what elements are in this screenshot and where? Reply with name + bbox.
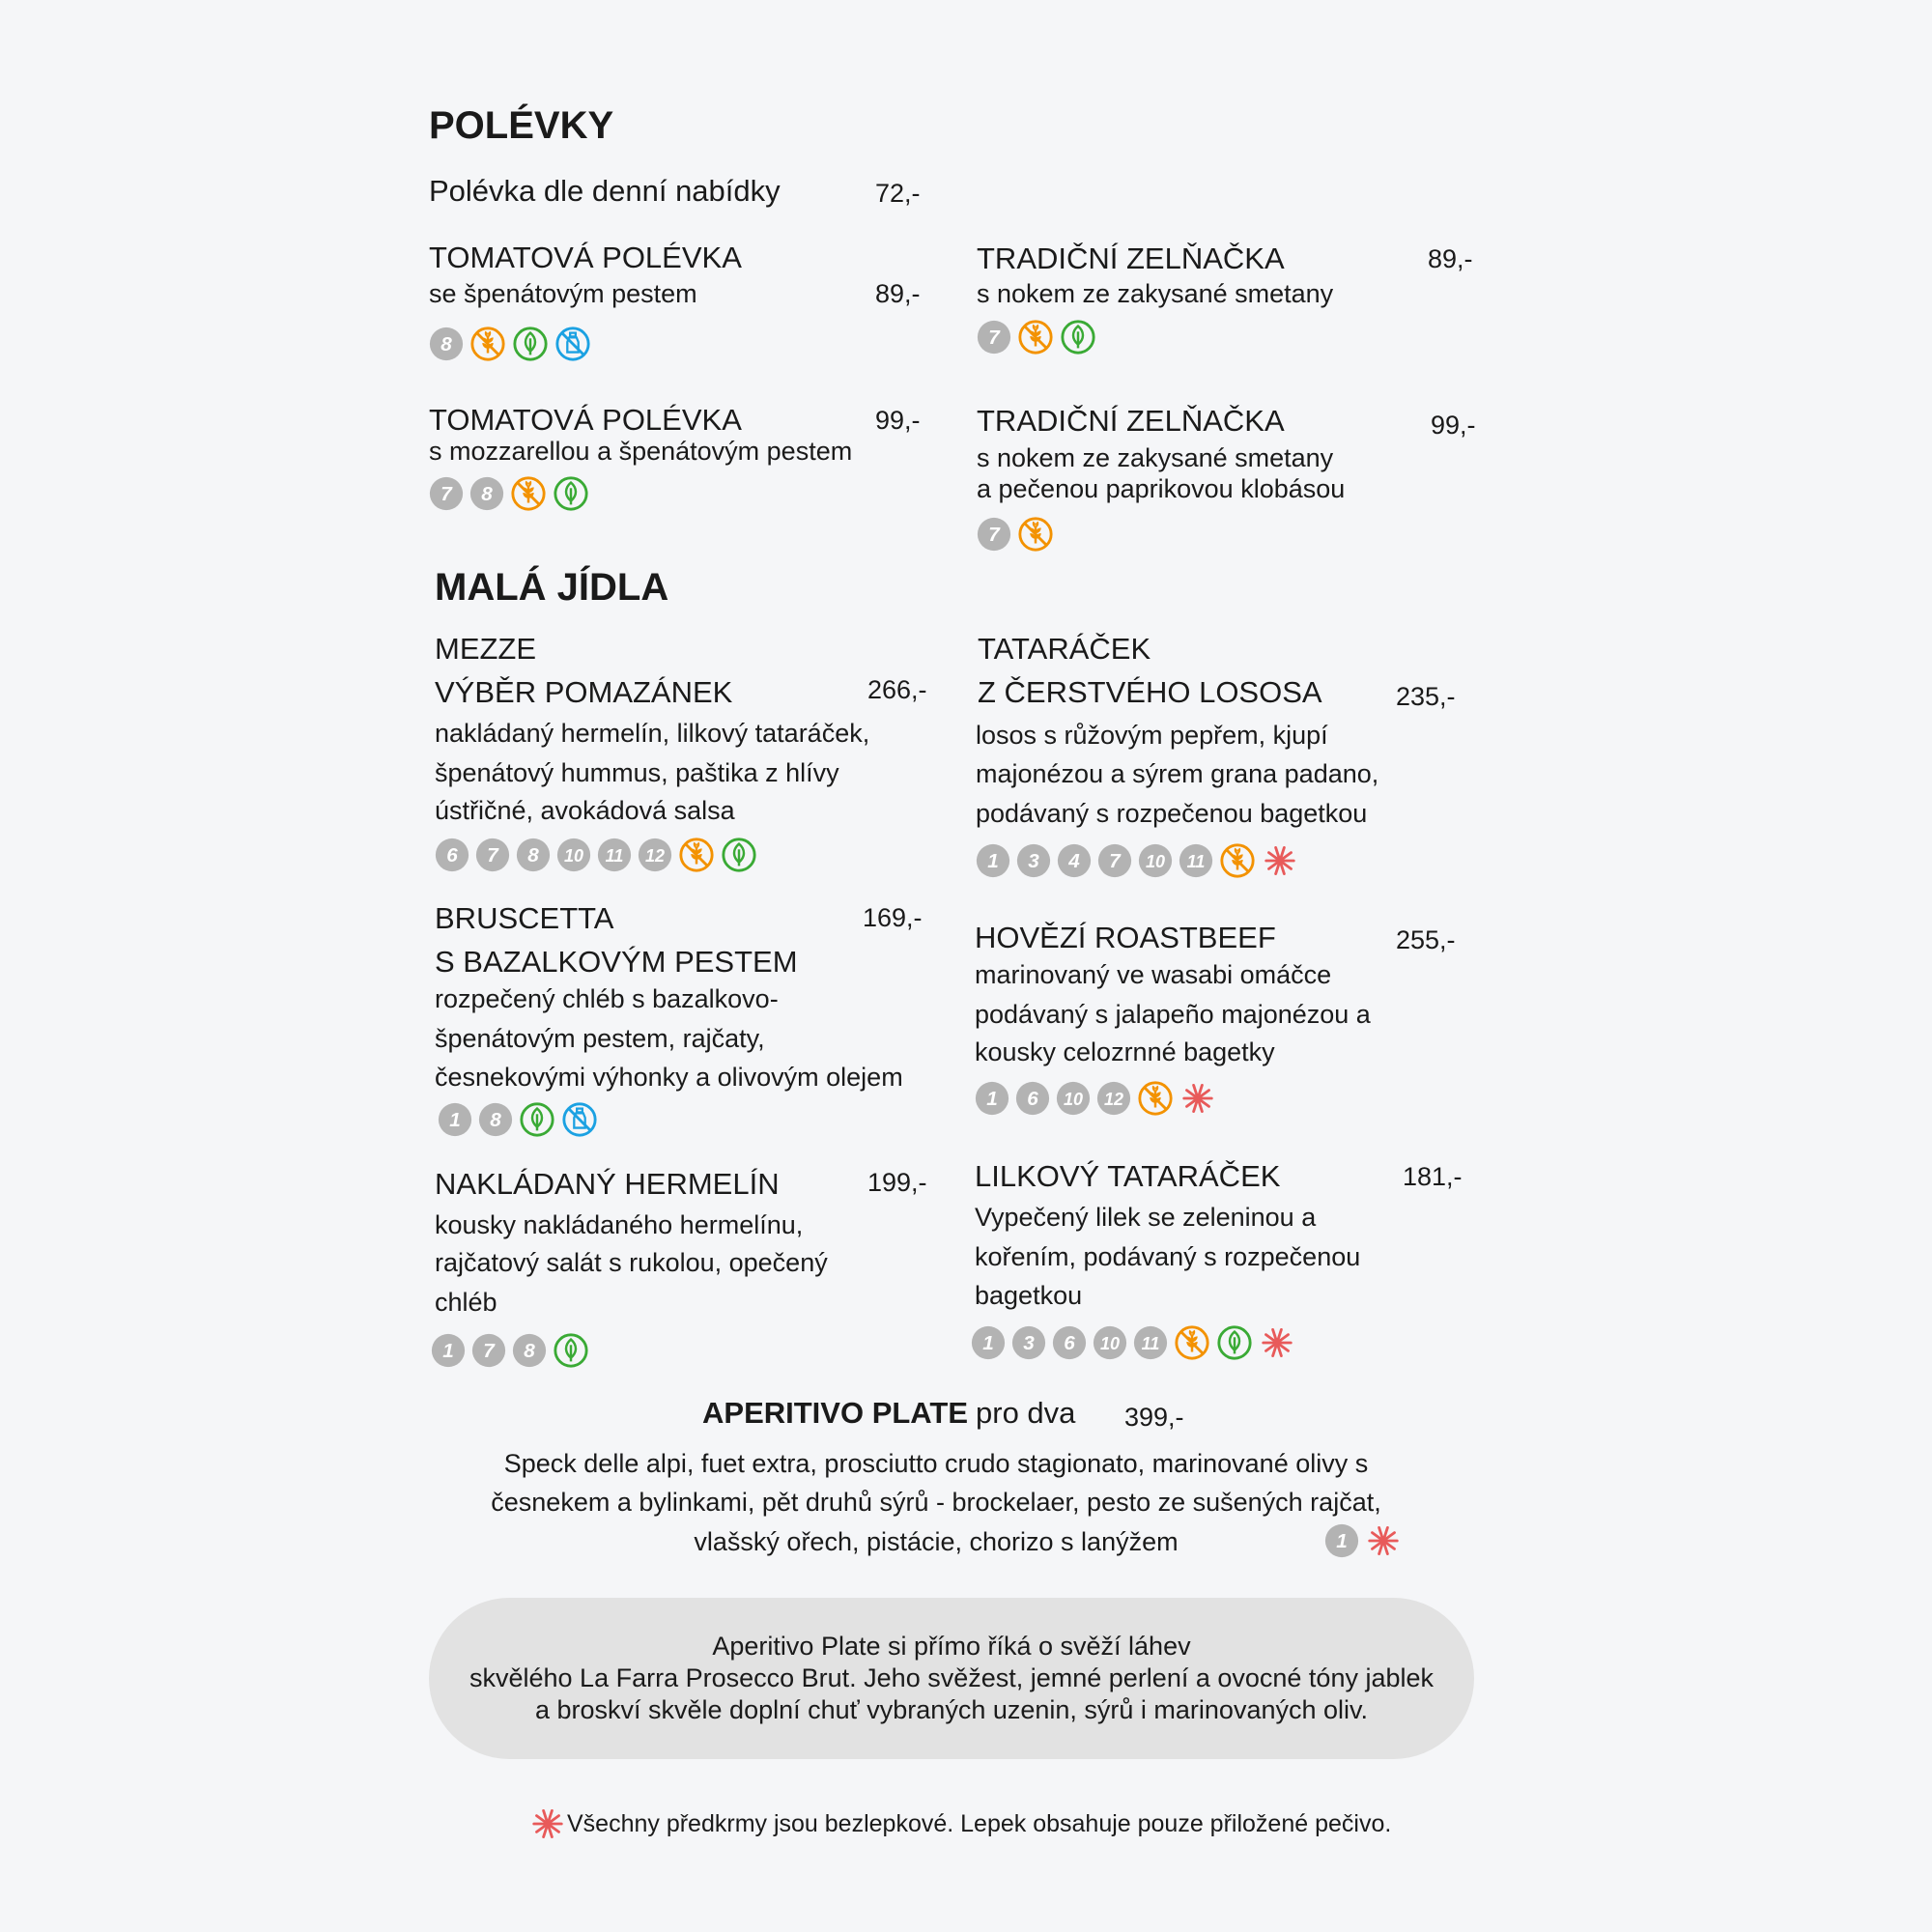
- item-price: 399,-: [1124, 1403, 1184, 1432]
- vegetarian-leaf-icon: [553, 1332, 589, 1369]
- allergen-icons: [977, 515, 1054, 554]
- vegetarian-leaf-icon: [519, 1101, 555, 1138]
- svg-text:11: 11: [605, 846, 624, 867]
- allergen-11-icon: [1179, 843, 1213, 878]
- gluten-free-icon: [1137, 1080, 1174, 1117]
- allergen-1-icon: [1324, 1523, 1359, 1558]
- item-name: MEZZE: [435, 632, 537, 666]
- item-desc: s nokem ze zakysané smetany: [977, 443, 1334, 472]
- item-desc: chléb: [435, 1288, 497, 1317]
- item-desc: podávaný s rozpečenou bagetkou: [976, 799, 1368, 828]
- pairing-line: Aperitivo Plate si přímo říká o svěží láhev: [712, 1632, 1191, 1661]
- allergen-icons: [429, 325, 591, 363]
- allergen-icons: [976, 841, 1298, 880]
- item-desc: s nokem ze zakysané smetany: [977, 279, 1334, 308]
- allergen-7-icon: [429, 476, 464, 511]
- svg-text:1: 1: [442, 1340, 454, 1363]
- allergen-8-icon: [478, 1102, 513, 1137]
- item-name: VÝBĚR POMAZÁNEK: [435, 675, 733, 709]
- svg-text:11: 11: [1141, 1334, 1160, 1354]
- vegetarian-leaf-icon: [1060, 319, 1096, 355]
- allergen-3-icon: [1016, 843, 1051, 878]
- allergen-icons: [977, 318, 1096, 356]
- vegetarian-leaf-icon: [1216, 1324, 1253, 1361]
- svg-text:3: 3: [1028, 850, 1039, 873]
- allergen-icons: [431, 1331, 589, 1370]
- allergen-10-icon: [1093, 1325, 1127, 1360]
- lactose-free-icon: [554, 326, 591, 362]
- wine-pairing-note: [429, 1598, 1474, 1759]
- item-desc: česnekovými výhonky a olivovým olejem: [435, 1063, 903, 1092]
- svg-text:4: 4: [1068, 850, 1080, 873]
- allergen-6-icon: [1015, 1081, 1050, 1116]
- item-desc: česnekem a bylinkami, pět druhů sýrů - brockelaer, pesto ze sušených rajčat,: [491, 1488, 1381, 1517]
- item-price: 235,-: [1396, 682, 1456, 711]
- allergen-4-icon: [1057, 843, 1092, 878]
- item-desc: vlašský ořech, pistácie, chorizo s lanýžem: [694, 1527, 1179, 1556]
- vegetarian-leaf-icon: [553, 475, 589, 512]
- svg-text:7: 7: [1109, 850, 1121, 873]
- allergen-12-icon: [1096, 1081, 1131, 1116]
- footnote-star: [529, 1804, 566, 1843]
- item-desc: špenátový hummus, paštika z hlívy: [435, 758, 839, 787]
- allergen-icons: [438, 1100, 598, 1139]
- allergen-7-icon: [1097, 843, 1132, 878]
- allergen-10-icon: [556, 838, 591, 872]
- allergen-7-icon: [977, 517, 1011, 552]
- vegetarian-leaf-icon: [721, 837, 757, 873]
- gluten-free-icon: [510, 475, 547, 512]
- allergen-8-icon: [516, 838, 551, 872]
- allergen-1-icon: [975, 1081, 1009, 1116]
- item-desc: Vypečený lilek se zeleninou a: [975, 1203, 1317, 1232]
- allergen-10-icon: [1056, 1081, 1091, 1116]
- svg-text:1: 1: [987, 850, 999, 873]
- gluten-free-icon: [469, 326, 506, 362]
- item-desc: losos s růžovým pepřem, kjupí: [976, 721, 1328, 750]
- svg-text:1: 1: [449, 1109, 461, 1132]
- item-name: TOMATOVÁ POLÉVKA: [429, 241, 742, 274]
- item-name: TATARÁČEK: [978, 632, 1151, 666]
- allergen-7-icon: [475, 838, 510, 872]
- daily-soup-price: 72,-: [875, 179, 921, 208]
- footnote: Všechny předkrmy jsou bezlepkové. Lepek obsahuje pouze přiložené pečivo.: [567, 1810, 1392, 1837]
- svg-text:10: 10: [563, 846, 584, 867]
- svg-text:8: 8: [481, 483, 493, 506]
- item-desc: ústřičné, avokádová salsa: [435, 796, 735, 825]
- svg-text:11: 11: [1186, 852, 1206, 872]
- allergen-1-icon: [976, 843, 1010, 878]
- svg-text:8: 8: [490, 1109, 501, 1132]
- allergen-6-icon: [435, 838, 469, 872]
- gluten-free-icon: [1174, 1324, 1210, 1361]
- svg-text:10: 10: [1099, 1334, 1121, 1354]
- svg-text:10: 10: [1145, 852, 1166, 872]
- item-name: LILKOVÝ TATARÁČEK: [975, 1159, 1281, 1193]
- allergen-6-icon: [1052, 1325, 1087, 1360]
- svg-text:8: 8: [440, 333, 452, 356]
- allergen-icons: [435, 836, 757, 874]
- allergen-12-icon: [638, 838, 672, 872]
- section-heading-small-dishes: MALÁ JÍDLA: [435, 566, 669, 609]
- allergen-icons: [429, 474, 589, 513]
- item-name: S BAZALKOVÝM PESTEM: [435, 945, 798, 979]
- svg-text:6: 6: [446, 844, 458, 867]
- svg-text:7: 7: [483, 1340, 495, 1363]
- svg-text:12: 12: [1103, 1090, 1124, 1110]
- item-desc: špenátovým pestem, rajčaty,: [435, 1024, 765, 1053]
- gluten-note-star-icon: [1179, 1080, 1216, 1117]
- pairing-line: skvělého La Farra Prosecco Brut. Jeho svěžest, jemné perlení a ovocné tóny jablek: [469, 1663, 1435, 1692]
- item-price: 89,-: [875, 279, 921, 308]
- allergen-7-icon: [471, 1333, 506, 1368]
- item-desc: bagetkou: [975, 1281, 1083, 1310]
- gluten-free-icon: [1017, 319, 1054, 355]
- allergen-11-icon: [1133, 1325, 1168, 1360]
- svg-text:8: 8: [527, 844, 539, 867]
- svg-text:7: 7: [440, 483, 452, 506]
- item-name: Z ČERSTVÉHO LOSOSA: [978, 675, 1322, 709]
- item-desc: rajčatový salát s rukolou, opečený: [435, 1248, 828, 1277]
- lactose-free-icon: [561, 1101, 598, 1138]
- item-name: NAKLÁDANÝ HERMELÍN: [435, 1167, 780, 1201]
- gluten-note-star-icon: [1365, 1522, 1402, 1559]
- item-price: 89,-: [1428, 244, 1473, 273]
- item-desc: s mozzarellou a špenátovým pestem: [429, 437, 853, 466]
- item-price: 181,-: [1403, 1162, 1463, 1191]
- item-desc: Speck delle alpi, fuet extra, prosciutto crudo stagionato, marinované olivy s: [503, 1449, 1369, 1478]
- item-desc: kousky nakládaného hermelínu,: [435, 1210, 804, 1239]
- item-name: HOVĚZÍ ROASTBEEF: [975, 921, 1276, 954]
- item-desc: rozpečený chléb s bazalkovo-: [435, 984, 779, 1013]
- gluten-note-star-icon: [1259, 1324, 1295, 1361]
- gluten-note-star-icon: [529, 1805, 566, 1842]
- item-price: 199,-: [867, 1168, 927, 1197]
- item-desc: a pečenou paprikovou klobásou: [977, 474, 1346, 503]
- allergen-10-icon: [1138, 843, 1173, 878]
- allergen-3-icon: [1011, 1325, 1046, 1360]
- item-name: TOMATOVÁ POLÉVKA: [429, 403, 742, 437]
- item-price: 99,-: [1431, 411, 1476, 440]
- item-price: 266,-: [867, 675, 927, 704]
- svg-text:1: 1: [986, 1088, 998, 1111]
- svg-text:6: 6: [1027, 1088, 1038, 1111]
- item-desc: nakládaný hermelín, lilkový tataráček,: [435, 719, 870, 748]
- allergen-11-icon: [597, 838, 632, 872]
- svg-text:6: 6: [1064, 1332, 1075, 1355]
- item-desc: majonézou a sýrem grana padano,: [976, 759, 1379, 788]
- gluten-free-icon: [1219, 842, 1256, 879]
- allergen-1-icon: [438, 1102, 472, 1137]
- allergen-1-icon: [431, 1333, 466, 1368]
- item-name: TRADIČNÍ ZELŇAČKA: [977, 404, 1285, 438]
- svg-text:1: 1: [982, 1332, 994, 1355]
- item-price: 255,-: [1396, 925, 1456, 954]
- item-name: TRADIČNÍ ZELŇAČKA: [977, 242, 1285, 275]
- allergen-8-icon: [512, 1333, 547, 1368]
- allergen-7-icon: [977, 320, 1011, 355]
- allergen-icons: [971, 1323, 1295, 1362]
- gluten-free-icon: [1017, 516, 1054, 553]
- vegetarian-leaf-icon: [512, 326, 549, 362]
- item-desc: kousky celozrnné bagetky: [975, 1037, 1275, 1066]
- item-desc: se špenátovým pestem: [429, 279, 697, 308]
- allergen-8-icon: [429, 327, 464, 361]
- item-desc: kořením, podávaný s rozpečenou: [975, 1242, 1361, 1271]
- item-serving: pro dva: [976, 1396, 1076, 1430]
- item-price: 169,-: [863, 903, 923, 932]
- svg-text:7: 7: [487, 844, 498, 867]
- gluten-free-icon: [678, 837, 715, 873]
- svg-text:12: 12: [644, 846, 666, 867]
- gluten-note-star-icon: [1262, 842, 1298, 879]
- item-name: APERITIVO PLATE: [702, 1396, 969, 1430]
- daily-soup-name: Polévka dle denní nabídky: [429, 174, 781, 208]
- pairing-line: a broskví skvěle doplní chuť vybraných uzenin, sýrů i marinovaných oliv.: [534, 1695, 1369, 1724]
- allergen-icons: [1324, 1521, 1402, 1560]
- svg-text:8: 8: [524, 1340, 535, 1363]
- svg-text:1: 1: [1336, 1530, 1348, 1553]
- svg-text:7: 7: [988, 524, 1000, 547]
- svg-text:3: 3: [1023, 1332, 1035, 1355]
- item-desc: marinovaný ve wasabi omáčce: [975, 960, 1332, 989]
- svg-text:7: 7: [988, 327, 1000, 350]
- svg-text:10: 10: [1063, 1090, 1084, 1110]
- item-desc: podávaný s jalapeño majonézou a: [975, 1000, 1371, 1029]
- item-price: 99,-: [875, 406, 921, 435]
- allergen-icons: [975, 1079, 1216, 1118]
- item-name: BRUSCETTA: [435, 901, 614, 935]
- allergen-8-icon: [469, 476, 504, 511]
- section-heading-soups: POLÉVKY: [429, 104, 614, 147]
- allergen-1-icon: [971, 1325, 1006, 1360]
